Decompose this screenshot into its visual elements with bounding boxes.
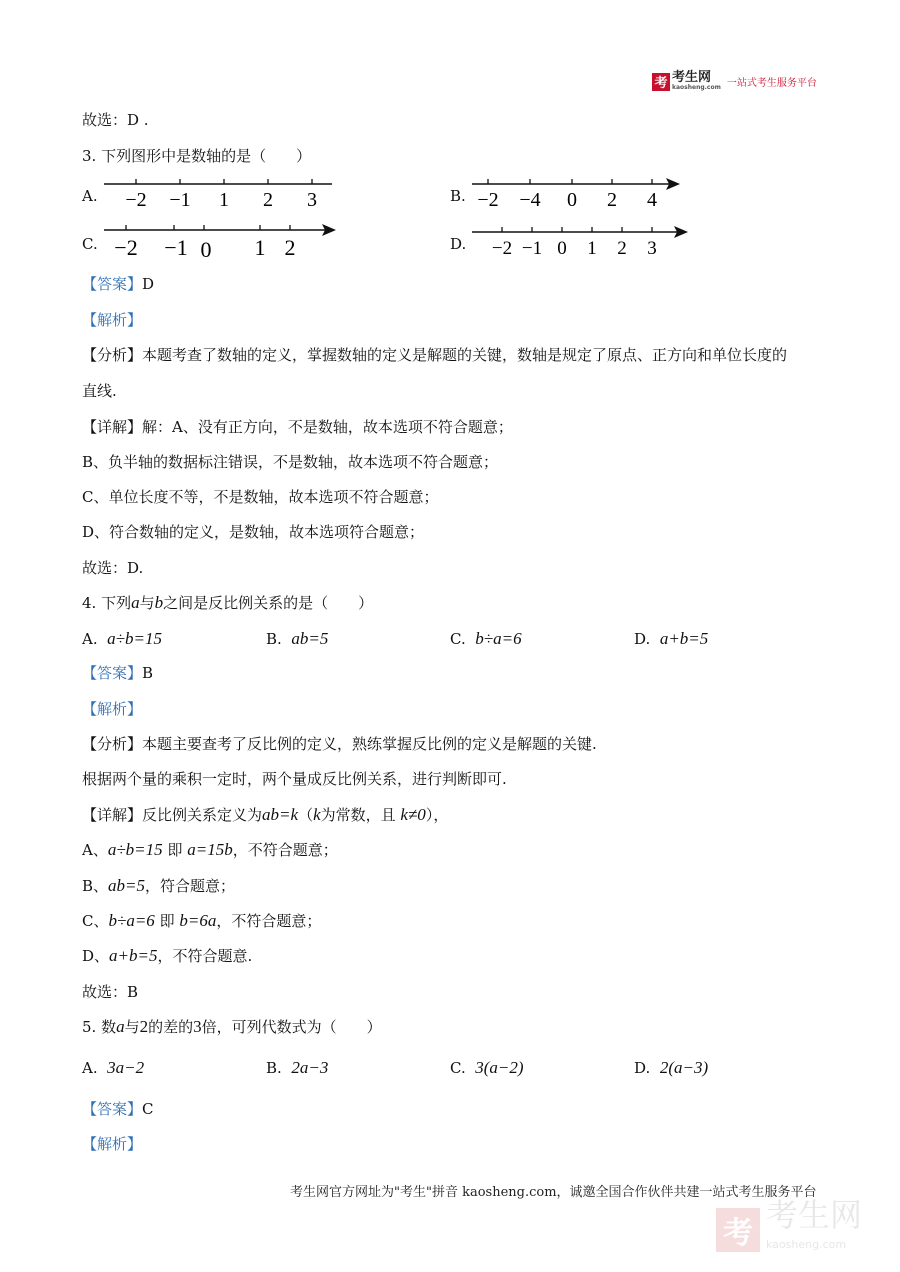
page-footer: 考生网官方网址为"考生"拼音 kaosheng.com，诚邀全国合作伙伴共建一站式考生服务平台 xyxy=(290,1185,817,1200)
var-b: b xyxy=(154,593,164,612)
q3-line-d: D、符合数轴的定义，是数轴，故本选项符合题意； xyxy=(82,523,425,541)
axis-tick-label: −2 xyxy=(491,238,513,259)
option-expr: 2a−3 xyxy=(291,1058,329,1077)
q4-line-b xyxy=(82,876,235,896)
axis-tick-label: −1 xyxy=(521,238,543,259)
axis-tick-label: 2 xyxy=(284,235,296,260)
axis-tick-label: 3 xyxy=(307,189,317,211)
axis-tick-label: −2 xyxy=(477,189,499,211)
answer-tag: 【答案】 xyxy=(82,1100,143,1118)
option-expr: a+b=5 xyxy=(659,629,709,648)
line-text: 即 xyxy=(167,841,183,859)
header-slogan: 一站式考生服务平台 xyxy=(726,78,817,89)
line-expr: b÷a=6 xyxy=(108,911,155,930)
q3-fenxi xyxy=(82,345,787,365)
line-expr: a+b=5 xyxy=(109,946,158,965)
line-text: 即 xyxy=(159,912,175,930)
option-label: C. xyxy=(450,1059,466,1077)
q4-fenxi-2: 根据两个量的乘积一定时，两个量成反比例关系，进行判断即可. xyxy=(82,770,507,788)
xiangjie-var: k xyxy=(313,805,321,824)
stem-number: 3 xyxy=(193,1017,202,1036)
axis-tick-label: 1 xyxy=(254,235,266,260)
fenxi-tag: 【分析】 xyxy=(82,735,143,753)
xiangjie-text: 反比例关系定义为 xyxy=(142,806,263,824)
option-label: D. xyxy=(634,1059,651,1077)
q4-option-c xyxy=(450,629,522,649)
q3-option-b-label: B. xyxy=(450,187,466,205)
q3-option-b-axis xyxy=(468,172,688,212)
q4-line-a xyxy=(82,840,338,860)
q3-conclusion: 故选：D. xyxy=(82,559,144,577)
option-expr: 3a−2 xyxy=(107,1058,145,1077)
header-logo xyxy=(652,72,817,91)
axis-tick-label: 0 xyxy=(567,189,577,211)
q3-stem: 3. 下列图形中是数轴的是（ ） xyxy=(82,147,312,165)
axis-tick-label: 1 xyxy=(587,238,597,259)
stem-text: 倍，可列代数式为（ ） xyxy=(201,1018,382,1036)
axis-tick-label: −2 xyxy=(125,189,147,211)
option-expr: ab=5 xyxy=(291,629,329,648)
line-expr: a÷b=15 xyxy=(107,840,163,859)
fenxi-text: 本题考查了数轴的定义，掌握数轴的定义是解题的关键，数轴是规定了原点、正方向和单位长度的 xyxy=(142,346,788,364)
xiangjie-expr: ab=k xyxy=(262,805,299,824)
stem-number: 2 xyxy=(139,1017,149,1036)
q5-analysis-tag: 【解析】 xyxy=(82,1135,143,1153)
watermark-logo-icon: 考 xyxy=(716,1208,760,1252)
option-label: A. xyxy=(82,630,98,648)
line-prefix: A、 xyxy=(82,841,108,859)
axis-tick-label: 1 xyxy=(219,189,229,211)
var-a: a xyxy=(131,593,140,612)
axis-tick-label: 2 xyxy=(617,238,627,259)
xiangjie-tag: 【详解】 xyxy=(82,806,143,824)
q3-fenxi-2: 直线. xyxy=(82,382,117,400)
q3-option-a-axis xyxy=(100,172,340,212)
line-text: ，不符合题意. xyxy=(157,947,253,965)
q4-xiangjie xyxy=(82,805,448,825)
watermark-name: 考生网 xyxy=(766,1196,863,1234)
logo-domain: kaosheng.com xyxy=(672,84,721,91)
option-expr: a÷b=15 xyxy=(107,629,162,648)
answer-value: B xyxy=(142,664,154,682)
q5-stem xyxy=(82,1017,382,1037)
line-expr: ab=5 xyxy=(108,876,146,895)
q3-option-c-label: C. xyxy=(82,235,98,253)
stem-text: 5. 数 xyxy=(82,1018,117,1036)
axis-tick-label: −1 xyxy=(169,189,191,211)
q3-option-c-axis xyxy=(100,218,340,262)
stem-text: 的差的 xyxy=(148,1018,194,1036)
option-label: D. xyxy=(634,630,651,648)
q3-option-d-label: D. xyxy=(450,235,467,253)
xiangjie-text: 解：A、没有正方向，不是数轴，故本选项不符合题意； xyxy=(142,418,513,436)
q5-answer xyxy=(82,1099,154,1119)
q4-line-d xyxy=(82,946,252,966)
q3-option-d-axis xyxy=(468,220,698,260)
fenxi-text: 本题主要查考了反比例的定义，熟练掌握反比例的定义是解题的关键. xyxy=(142,735,597,753)
answer-tag: 【答案】 xyxy=(82,275,143,293)
line-text: ，符合题意； xyxy=(145,877,236,895)
logo-title: 考生网 xyxy=(672,70,712,85)
stem-text: 与 xyxy=(139,594,155,612)
var-a: a xyxy=(116,1017,125,1036)
option-label: C. xyxy=(450,630,466,648)
xiangjie-tag: 【详解】 xyxy=(82,418,143,436)
line-text: ，不符合题意； xyxy=(216,912,322,930)
logo-icon: 考 xyxy=(652,73,670,91)
axis-tick-label: −4 xyxy=(519,189,541,211)
answer-value: D xyxy=(142,275,155,293)
line-prefix: B、 xyxy=(82,877,109,895)
prev-conclusion: 故选：D . xyxy=(82,111,149,129)
axis-tick-label: 2 xyxy=(607,189,617,211)
q4-analysis-tag: 【解析】 xyxy=(82,700,143,718)
q3-line-b: B、负半轴的数据标注错误，不是数轴，故本选项不符合题意； xyxy=(82,453,499,471)
watermark-text xyxy=(766,1196,863,1260)
q3-answer xyxy=(82,274,154,294)
xiangjie-text: （ xyxy=(298,806,314,824)
option-expr: 2(a−3) xyxy=(659,1058,709,1077)
q3-line-c: C、单位长度不等，不是数轴，故本选项不符合题意； xyxy=(82,488,439,506)
q5-option-b xyxy=(266,1058,328,1078)
line-prefix: D、 xyxy=(82,947,110,965)
line-text: ，不符合题意； xyxy=(232,841,338,859)
watermark-domain: kaosheng.com xyxy=(766,1238,847,1251)
line-expr: a=15b xyxy=(187,840,233,859)
axis-tick-label: 4 xyxy=(647,189,657,211)
option-expr: 3(a−2) xyxy=(475,1058,524,1077)
fenxi-tag: 【分析】 xyxy=(82,346,143,364)
q3-xiangjie xyxy=(82,417,513,437)
axis-tick-label: −1 xyxy=(164,235,188,260)
stem-text: 之间是反比例关系的是（ ） xyxy=(163,594,374,612)
q4-stem xyxy=(82,593,373,613)
option-label: B. xyxy=(266,1059,282,1077)
axis-tick-label: 0 xyxy=(200,237,212,262)
q3-analysis-tag: 【解析】 xyxy=(82,311,143,329)
q5-option-a xyxy=(82,1058,144,1078)
answer-value: C xyxy=(142,1100,154,1118)
xiangjie-text: 为常数，且 xyxy=(320,806,396,824)
axis-tick-label: −2 xyxy=(114,235,138,260)
q5-option-d xyxy=(634,1058,708,1078)
axis-tick-label: 0 xyxy=(557,238,567,259)
answer-tag: 【答案】 xyxy=(82,664,143,682)
option-label: B. xyxy=(266,630,282,648)
q4-option-b xyxy=(266,629,328,649)
xiangjie-text: ）， xyxy=(425,806,449,824)
stem-text: 4. 下列 xyxy=(82,594,132,612)
q4-conclusion: 故选：B xyxy=(82,983,139,1001)
q4-option-d xyxy=(634,629,708,649)
q4-answer xyxy=(82,663,153,683)
xiangjie-condition: k≠0 xyxy=(400,805,426,824)
line-prefix: C、 xyxy=(82,912,109,930)
q5-option-c xyxy=(450,1058,524,1078)
q4-fenxi xyxy=(82,734,597,754)
option-expr: b÷a=6 xyxy=(475,629,522,648)
watermark xyxy=(716,1196,863,1260)
q4-line-c xyxy=(82,911,321,931)
logo-name xyxy=(672,72,721,91)
option-label: A. xyxy=(82,1059,98,1077)
stem-text: 与 xyxy=(124,1018,140,1036)
line-expr: b=6a xyxy=(179,911,217,930)
q3-option-a-label: A. xyxy=(82,187,98,205)
q4-option-a xyxy=(82,629,162,649)
axis-tick-label: 2 xyxy=(263,189,273,211)
axis-tick-label: 3 xyxy=(647,238,657,259)
